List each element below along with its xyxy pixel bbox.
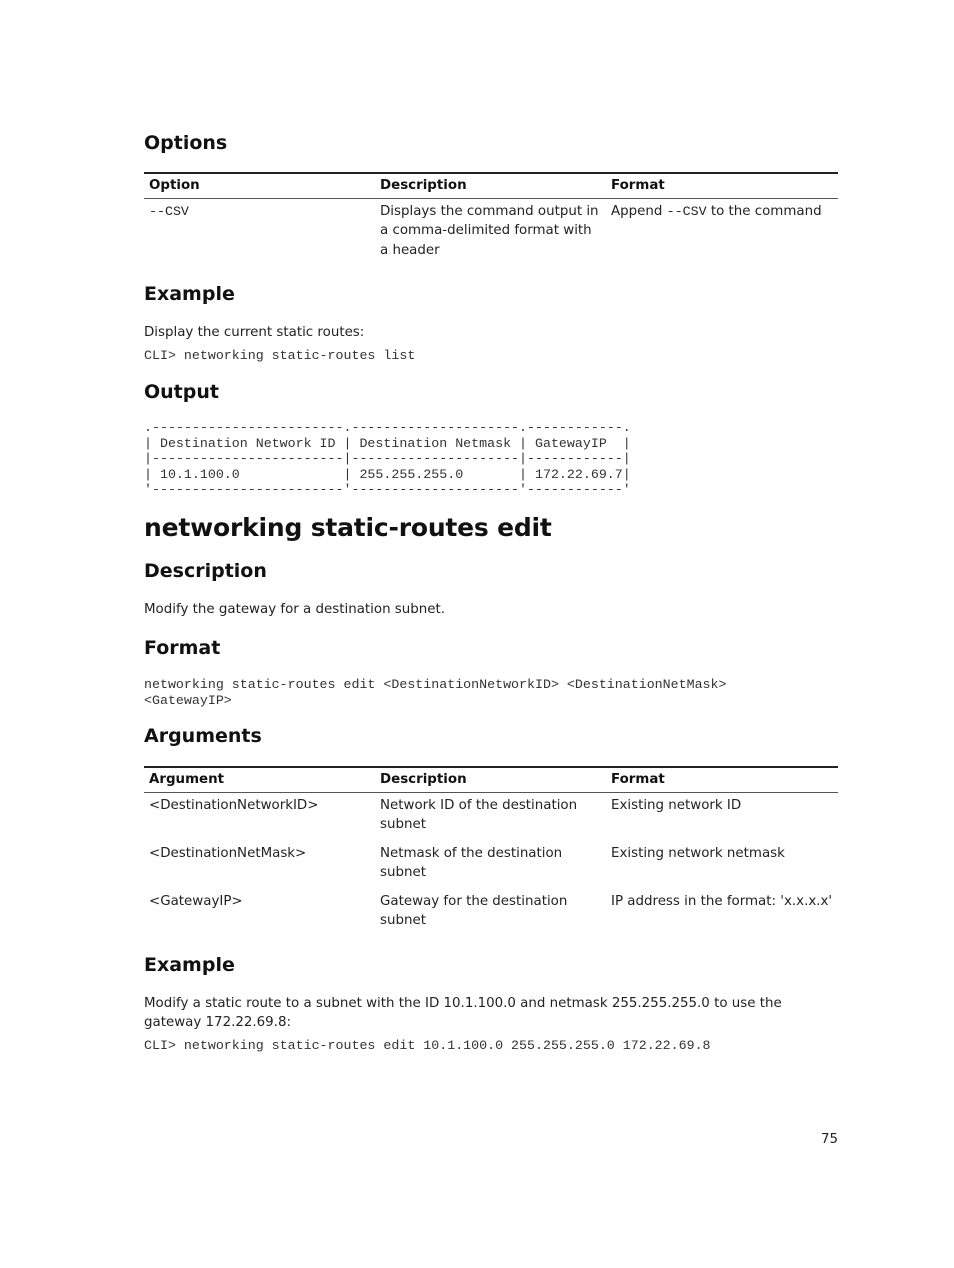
output-line: | Destination Network ID | Destination Netmask | GatewayIP |: [144, 435, 631, 451]
description-text: Modify the gateway for a destination subnet.: [144, 602, 446, 617]
argument-cell: <GatewayIP>: [149, 893, 243, 909]
output-line: .------------------------.---------------------.------------.: [144, 420, 631, 435]
table-row: [144, 793, 838, 835]
output-block: [144, 420, 631, 498]
table-header-row: [144, 767, 838, 793]
example-command: CLI> networking static-routes list: [144, 348, 416, 363]
description-cell: Displays the command output in a comma-delimited format with a header: [380, 204, 599, 258]
table-row: [144, 883, 838, 931]
format-line: networking static-routes edit <DestinationNetworkID> <DestinationNetMask>: [144, 677, 727, 692]
arguments-heading: Arguments: [144, 725, 262, 747]
description-cell: Network ID of the destination subnet: [380, 798, 578, 833]
format-cell: Existing network ID: [611, 798, 742, 813]
example-text: Display the current static routes:: [144, 325, 365, 340]
description-heading: Description: [144, 560, 267, 582]
option-cell: [144, 199, 375, 261]
column-header-description: Description: [375, 767, 606, 793]
format-heading: Format: [144, 637, 221, 659]
column-header-format: Format: [606, 173, 838, 199]
format-cell: IP address in the format: 'x.x.x.x': [611, 893, 833, 909]
argument-cell: <DestinationNetworkID>: [149, 798, 319, 813]
table-row: [144, 835, 838, 883]
column-header-argument: Argument: [144, 767, 375, 793]
example-heading: Example: [144, 954, 235, 976]
format-cell: Existing network netmask: [611, 845, 785, 861]
output-line: '------------------------'---------------------'------------': [144, 482, 631, 497]
format-line: <GatewayIP>: [144, 692, 232, 708]
column-header-description: Description: [375, 173, 606, 199]
output-heading: Output: [144, 381, 219, 403]
argument-cell: <DestinationNetMask>: [149, 845, 307, 861]
options-table: [144, 172, 838, 260]
section-title: networking static-routes edit: [144, 513, 552, 542]
format-block: [144, 677, 727, 708]
column-header-option: Option: [144, 173, 375, 199]
page-number: 75: [820, 1132, 838, 1147]
table-header-row: [144, 173, 838, 199]
example-text: Modify a static route to a subnet with the ID 10.1.100.0 and netmask 255.255.255.0 to use the gateway 172.22.69.8:: [144, 996, 782, 1030]
output-line: | 10.1.100.0 | 255.255.255.0 | 172.22.69.7|: [144, 466, 631, 482]
format-suffix: to the command: [706, 204, 822, 219]
example-command: CLI> networking static-routes edit 10.1.100.0 255.255.255.0 172.22.69.8: [144, 1038, 711, 1053]
description-cell: Netmask of the destination subnet: [380, 845, 563, 881]
format-prefix: Append: [611, 204, 667, 219]
arguments-table: [144, 766, 838, 930]
format-cell: [606, 199, 838, 261]
example-heading: Example: [144, 283, 235, 305]
table-row: [144, 199, 838, 261]
output-line: |------------------------|---------------------|------------|: [144, 451, 631, 466]
format-code: --CSV: [666, 204, 707, 219]
column-header-format: Format: [606, 767, 838, 793]
description-cell: Gateway for the destination subnet: [380, 893, 568, 929]
option-value: --CSV: [149, 204, 189, 219]
options-heading: Options: [144, 132, 228, 154]
